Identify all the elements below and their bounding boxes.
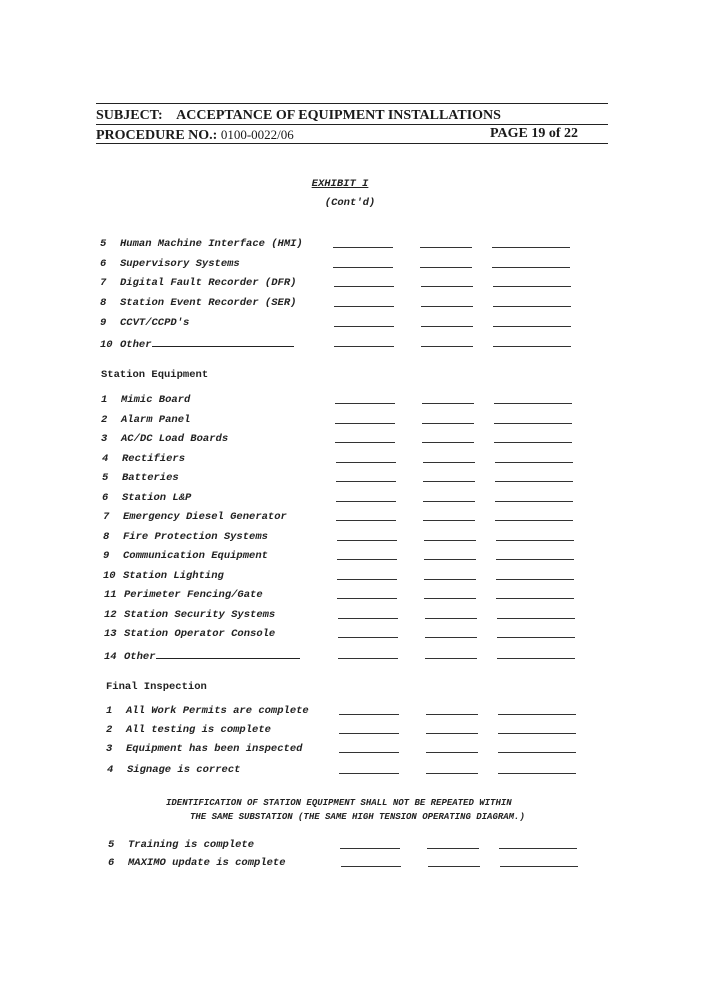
blank-line-col1[interactable]	[333, 247, 393, 248]
other-write-in-line[interactable]	[156, 649, 300, 659]
list-item	[101, 433, 228, 445]
blank-line-col2[interactable]	[425, 618, 477, 619]
note-line-2: THE SAME SUBSTATION (THE SAME HIGH TENSION OPERATING DIAGRAM.)	[190, 812, 525, 822]
item-number: 3	[106, 743, 113, 755]
item-label: Equipment has been inspected	[126, 743, 303, 755]
blank-line-col2[interactable]	[423, 501, 475, 502]
item-number: 8	[100, 297, 107, 309]
item-label: Station L&P	[122, 492, 192, 504]
blank-line-col1[interactable]	[336, 462, 396, 463]
subject-line	[96, 108, 501, 124]
exhibit-title: EXHIBIT I	[311, 178, 369, 190]
blank-line-col3[interactable]	[492, 247, 570, 248]
item-label: Station Operator Console	[124, 628, 276, 640]
item-label: Human Machine Interface (HMI)	[120, 238, 303, 250]
item-label: Communication Equipment	[123, 550, 268, 562]
blank-line-col2[interactable]	[426, 773, 478, 774]
blank-line-col3[interactable]	[494, 423, 572, 424]
blank-line-col1[interactable]	[339, 733, 399, 734]
blank-line-col2[interactable]	[422, 442, 474, 443]
item-label: Batteries	[122, 472, 179, 484]
blank-line-col2[interactable]	[421, 346, 473, 347]
list-item	[104, 649, 300, 663]
item-number: 8	[103, 531, 110, 543]
item-label: Alarm Panel	[121, 414, 191, 426]
blank-line-col1[interactable]	[337, 598, 397, 599]
item-number: 3	[101, 433, 108, 445]
header-bottom-rule	[96, 143, 608, 144]
item-label: Other	[120, 339, 152, 351]
blank-line-col3[interactable]	[495, 501, 573, 502]
blank-line-col2[interactable]	[426, 733, 478, 734]
list-item	[100, 238, 303, 250]
blank-line-col1[interactable]	[335, 403, 395, 404]
blank-line-col1[interactable]	[340, 848, 400, 849]
blank-line-col2[interactable]	[425, 658, 477, 659]
blank-line-col1[interactable]	[337, 579, 397, 580]
blank-line-col1[interactable]	[338, 618, 398, 619]
blank-line-col2[interactable]	[426, 714, 478, 715]
blank-line-col2[interactable]	[423, 520, 475, 521]
blank-line-col3[interactable]	[495, 462, 573, 463]
blank-line-col2[interactable]	[422, 403, 474, 404]
blank-line-col1[interactable]	[339, 752, 399, 753]
item-label: Supervisory Systems	[120, 258, 240, 270]
item-label: Station Event Recorder (SER)	[120, 297, 297, 309]
subject-value: ACCEPTANCE OF EQUIPMENT INSTALLATIONS	[176, 108, 501, 123]
blank-line-col2[interactable]	[428, 866, 480, 867]
list-item	[108, 839, 254, 851]
other-write-in-line[interactable]	[152, 337, 294, 347]
item-label: Station Security Systems	[124, 609, 276, 621]
blank-line-col1[interactable]	[338, 658, 398, 659]
item-number: 14	[104, 651, 117, 663]
item-label: Other	[124, 651, 156, 663]
item-number: 6	[108, 857, 115, 869]
list-item	[103, 531, 268, 543]
item-number: 2	[101, 414, 108, 426]
blank-line-col3[interactable]	[496, 579, 574, 580]
blank-line-col2[interactable]	[423, 462, 475, 463]
list-item	[100, 337, 294, 351]
list-item	[106, 743, 302, 755]
item-number: 6	[100, 258, 107, 270]
procedure-label: PROCEDURE NO.:	[96, 128, 218, 143]
blank-line-col3[interactable]	[498, 752, 576, 753]
item-number: 4	[102, 453, 109, 465]
blank-line-col1[interactable]	[334, 306, 394, 307]
procedure-line	[96, 127, 294, 144]
item-label: Rectifiers	[122, 453, 186, 465]
blank-line-col2[interactable]	[422, 423, 474, 424]
blank-line-col1[interactable]	[337, 559, 397, 560]
blank-line-col3[interactable]	[497, 637, 575, 638]
item-number: 10	[100, 339, 113, 351]
item-label: CCVT/CCPD's	[120, 317, 190, 329]
item-number: 11	[104, 589, 117, 601]
blank-line-col1[interactable]	[334, 326, 394, 327]
item-number: 9	[100, 317, 107, 329]
list-item	[102, 453, 185, 465]
list-item	[104, 589, 263, 601]
item-label: All testing is complete	[126, 724, 271, 736]
blank-line-col2[interactable]	[420, 247, 472, 248]
blank-line-col3[interactable]	[495, 520, 573, 521]
item-number: 7	[100, 277, 107, 289]
item-number: 13	[104, 628, 117, 640]
blank-line-col3[interactable]	[497, 618, 575, 619]
blank-line-col3[interactable]	[494, 442, 572, 443]
item-label: Station Lighting	[123, 570, 224, 582]
blank-line-col1[interactable]	[336, 520, 396, 521]
item-label: AC/DC Load Boards	[121, 433, 229, 445]
blank-line-col1[interactable]	[336, 481, 396, 482]
item-number: 1	[101, 394, 108, 406]
item-label: MAXIMO update is complete	[128, 857, 286, 869]
item-number: 5	[102, 472, 109, 484]
item-label: Signage is correct	[127, 764, 241, 776]
blank-line-col2[interactable]	[423, 481, 475, 482]
item-label: Digital Fault Recorder (DFR)	[120, 277, 297, 289]
list-item	[106, 724, 271, 736]
blank-line-col3[interactable]	[493, 286, 571, 287]
item-label: All Work Permits are complete	[126, 705, 309, 717]
section3-heading: Final Inspection	[106, 681, 207, 693]
list-item	[103, 570, 224, 582]
list-item	[101, 414, 190, 426]
item-number: 7	[103, 511, 110, 523]
item-number: 4	[107, 764, 114, 776]
list-item	[100, 297, 296, 309]
header-mid-rule	[96, 124, 608, 125]
exhibit-subtitle: (Cont'd)	[324, 197, 376, 209]
blank-line-col1[interactable]	[335, 423, 395, 424]
item-number: 6	[102, 492, 109, 504]
item-number: 5	[108, 839, 115, 851]
blank-line-col1[interactable]	[339, 714, 399, 715]
page-number	[490, 126, 578, 142]
note-line-1: IDENTIFICATION OF STATION EQUIPMENT SHALL NOT BE REPEATED WITHIN	[166, 798, 512, 808]
blank-line-col3[interactable]	[495, 481, 573, 482]
blank-line-col2[interactable]	[424, 559, 476, 560]
section2-heading: Station Equipment	[101, 369, 209, 381]
blank-line-col2[interactable]	[421, 306, 473, 307]
list-item	[103, 511, 287, 523]
list-item	[100, 258, 240, 270]
blank-line-col1[interactable]	[336, 501, 396, 502]
subject-label: SUBJECT:	[96, 108, 163, 123]
list-item	[100, 277, 296, 289]
list-item	[104, 628, 275, 640]
blank-line-col1[interactable]	[339, 773, 399, 774]
blank-line-col3[interactable]	[493, 306, 571, 307]
item-label: Perimeter Fencing/Gate	[124, 589, 263, 601]
item-label: Mimic Board	[121, 394, 191, 406]
blank-line-col3[interactable]	[496, 559, 574, 560]
blank-line-col3[interactable]	[494, 403, 572, 404]
list-item	[104, 609, 275, 621]
blank-line-col2[interactable]	[425, 637, 477, 638]
item-number: 5	[100, 238, 107, 250]
blank-line-col2[interactable]	[426, 752, 478, 753]
item-number: 9	[103, 550, 110, 562]
blank-line-col1[interactable]	[338, 637, 398, 638]
blank-line-col2[interactable]	[424, 598, 476, 599]
blank-line-col1[interactable]	[334, 286, 394, 287]
item-label: Emergency Diesel Generator	[123, 511, 287, 523]
list-item	[108, 857, 286, 869]
item-number: 12	[104, 609, 117, 621]
list-item	[102, 472, 179, 484]
blank-line-col2[interactable]	[424, 540, 476, 541]
blank-line-col2[interactable]	[424, 579, 476, 580]
blank-line-col3[interactable]	[498, 733, 576, 734]
blank-line-col3[interactable]	[499, 848, 577, 849]
list-item	[102, 492, 191, 504]
blank-line-col2[interactable]	[427, 848, 479, 849]
blank-line-col3[interactable]	[496, 540, 574, 541]
item-label: Training is complete	[128, 839, 255, 851]
blank-line-col1[interactable]	[333, 267, 393, 268]
item-label: Fire Protection Systems	[123, 531, 268, 543]
list-item	[101, 394, 190, 406]
page-label: PAGE 19 of 22	[490, 126, 579, 141]
list-item	[106, 705, 309, 717]
blank-line-col3[interactable]	[497, 658, 575, 659]
blank-line-col1[interactable]	[335, 442, 395, 443]
list-item	[100, 317, 189, 329]
blank-line-col3[interactable]	[493, 326, 571, 327]
blank-line-col2[interactable]	[420, 267, 472, 268]
blank-line-col1[interactable]	[337, 540, 397, 541]
item-number: 10	[103, 570, 116, 582]
blank-line-col2[interactable]	[421, 286, 473, 287]
procedure-value: 0100-0022/06	[220, 127, 294, 142]
blank-line-col3[interactable]	[492, 267, 570, 268]
blank-line-col3[interactable]	[498, 714, 576, 715]
blank-line-col3[interactable]	[496, 598, 574, 599]
item-number: 1	[106, 705, 113, 717]
blank-line-col2[interactable]	[421, 326, 473, 327]
blank-line-col1[interactable]	[341, 866, 401, 867]
blank-line-col3[interactable]	[498, 773, 576, 774]
list-item	[103, 550, 268, 562]
blank-line-col3[interactable]	[493, 346, 571, 347]
list-item	[107, 764, 240, 776]
item-number: 2	[106, 724, 113, 736]
blank-line-col1[interactable]	[334, 346, 394, 347]
header-top-rule	[96, 103, 608, 104]
blank-line-col3[interactable]	[500, 866, 578, 867]
